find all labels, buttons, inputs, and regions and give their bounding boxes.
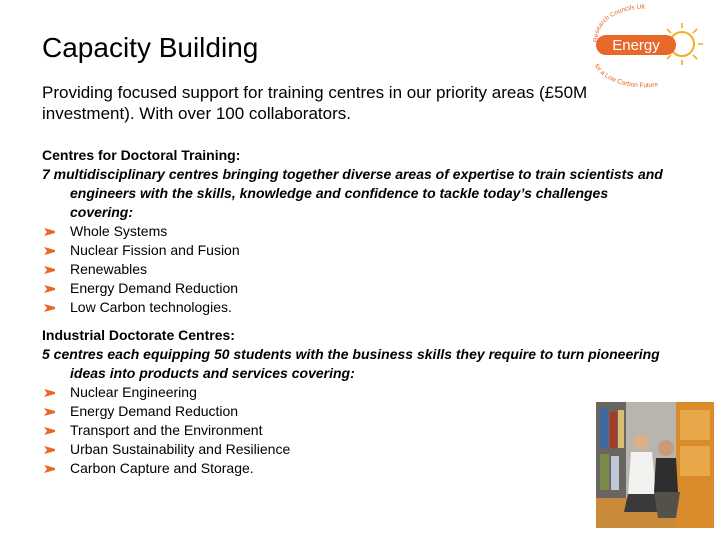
list-item: Carbon Capture and Storage.	[42, 459, 672, 478]
slide-title: Capacity Building	[42, 32, 259, 63]
section-description: 5 centres each equipping 50 students with the business skills they require to turn pioneering ideas into products and services covering:	[42, 346, 660, 381]
section-description: 7 multidisciplinary centres bringing together diverse areas of expertise to train scientists and engineers with the skills, knowledge and confidence to tackle today’s challenges covering:	[42, 166, 663, 220]
section-heading: Industrial Doctorate Centres:	[42, 327, 235, 343]
arrow-bullet-icon	[43, 426, 57, 436]
arrow-bullet-icon	[43, 388, 57, 398]
bullet-list	[42, 383, 672, 478]
list-item: Urban Sustainability and Resilience	[42, 440, 672, 459]
list-item: Low Carbon technologies.	[42, 298, 672, 317]
arrow-bullet-icon	[43, 284, 57, 294]
arrow-bullet-icon	[43, 227, 57, 237]
list-item: Energy Demand Reduction	[42, 279, 672, 298]
arrow-bullet-icon	[43, 265, 57, 275]
list-item: Energy Demand Reduction	[42, 402, 672, 421]
arrow-bullet-icon	[43, 407, 57, 417]
industrial-doctorate-section	[42, 326, 672, 478]
students-photo	[596, 402, 714, 528]
bullet-list	[42, 222, 672, 317]
list-item: Nuclear Fission and Fusion	[42, 241, 672, 260]
logo-top-text: Research Councils UK	[592, 3, 646, 43]
list-item: Nuclear Engineering	[42, 383, 672, 402]
section-heading: Centres for Doctoral Training:	[42, 147, 241, 163]
arrow-bullet-icon	[43, 303, 57, 313]
list-item: Transport and the Environment	[42, 421, 672, 440]
logo-center-text: Energy	[612, 37, 660, 54]
arrow-bullet-icon	[43, 246, 57, 256]
doctoral-training-section	[42, 146, 672, 317]
rcuk-energy-logo	[578, 2, 710, 88]
intro-text: Providing focused support for training centres in our priority areas (£50M investment). With over 100 collaborators.	[42, 83, 588, 123]
list-item: Whole Systems	[42, 222, 672, 241]
logo-bottom-text: for a Low Carbon Future	[592, 62, 659, 88]
list-item: Renewables	[42, 260, 672, 279]
arrow-bullet-icon	[43, 464, 57, 474]
arrow-bullet-icon	[43, 445, 57, 455]
